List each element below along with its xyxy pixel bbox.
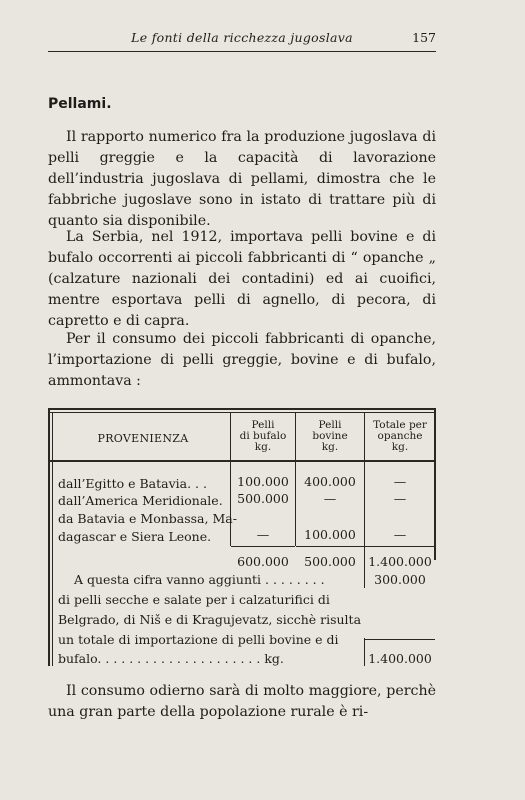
total-bufalo: 600.000 [237,554,289,569]
import-table [48,408,436,668]
table-top-rule [48,408,436,410]
note-line-5: bufalo. . . . . . . . . . . . . . . . . . . . . kg. [58,651,284,666]
grand-total-value: 1.400.000 [368,651,432,666]
table-top-rule-2 [48,412,436,413]
sum-rule-bovine [296,546,364,547]
sum-rule-bufalo [231,546,295,547]
note-line-4: un totale di importazione di pelli bovine e di [58,632,339,647]
row-2-totale: — [393,491,407,506]
header-provenienza: PROVENIENZA [97,432,189,445]
paragraph-2: La Serbia, nel 1912, importava pelli bovine e di bufalo occorrenti ai piccoli fabbricanti di “ opanche „ (calzature nazionali dei contadini) ed ai cuoifici, mentre esportava pelli di agnello, di pecora, di capretto e di capra. [48,229,436,329]
running-header [48,24,436,52]
note-line-1-value: 300.000 [374,572,426,587]
grand-total-rule [365,639,435,640]
header-bottom-rule [48,460,436,462]
row-3-bufalo: — [256,527,270,542]
note-line-3: Belgrado, di Niš e di Kragujevatz, sicchè risulta [58,612,362,627]
row-3-totale: — [393,527,407,542]
row-3-origin-line-2: dagascar e Siera Leone. [58,529,212,544]
note-line-1: A questa cifra vanno aggiunti . . . . . . . . [74,572,325,587]
header-pelli-bovine: Pelli bovine kg. [312,419,348,453]
row-1-bovine: 400.000 [304,474,356,489]
header-totale: Totale per opanche kg. [373,419,427,453]
paragraph-1: Il rapporto numerico fra la produzione jugoslava di pelli greggie e la capacità di lavorazione dell’industria jugoslava di pellami, dimostra che le fabbriche jugoslave sono in istato di trattare più di quanto sia disponibile. [48,129,436,229]
row-1-totale: — [393,474,407,489]
paragraph-3: Per il consumo dei piccoli fabbricanti di opanche, l’importazione di pelli greggie, bovine e di bufalo, ammontava : [48,331,436,389]
row-1-bufalo: 100.000 [237,474,289,489]
note-line-2: di pelli secche e salate per i calzaturifici di [58,592,330,607]
running-title: Le fonti della ricchezza jugoslava [131,30,353,45]
sum-rule-totale [365,546,435,547]
total-totale: 1.400.000 [368,554,432,569]
table-left-rule-2 [52,412,53,666]
section-title: Pellami. [48,96,112,112]
page-number: 157 [412,30,436,45]
row-1-origin: dall’Egitto e Batavia. . . [58,476,207,491]
paragraph-4: Il consumo odierno sarà di molto maggiore, perchè una gran parte della popolazione rurale è ri- [48,683,436,720]
header-pelli-bufalo: Pelli di bufalo kg. [239,419,287,453]
row-3-bovine: 100.000 [304,527,356,542]
row-2-origin: dall’America Meridionale. [58,493,223,508]
header-rule [48,51,436,52]
row-2-bufalo: 500.000 [237,491,289,506]
table-left-rule [48,408,50,666]
row-3-origin-line-1: da Batavia e Monbassa, Ma- [58,511,237,526]
total-bovine: 500.000 [304,554,356,569]
row-2-bovine: — [323,491,337,506]
